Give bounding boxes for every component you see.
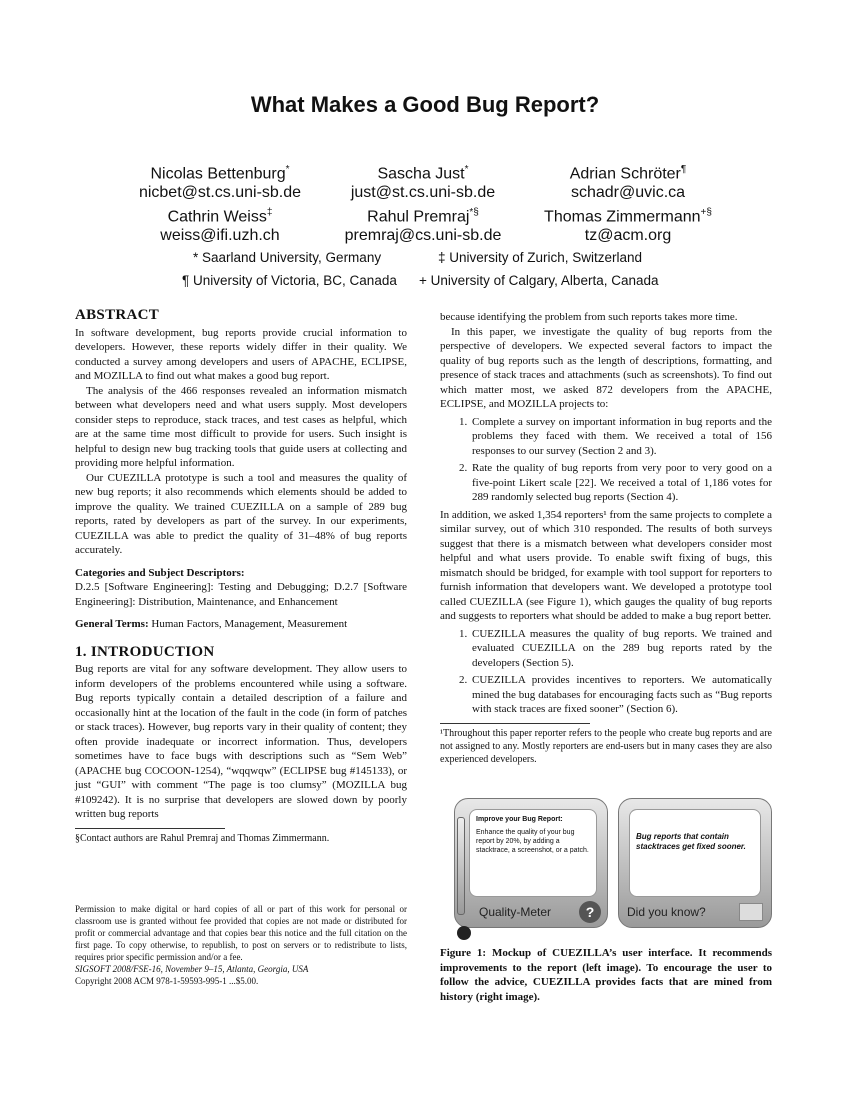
footnote-rule	[75, 828, 225, 829]
question-icon: ?	[579, 901, 601, 923]
did-you-know-panel	[618, 798, 772, 928]
abstract-heading: ABSTRACT	[75, 307, 160, 323]
task-list	[440, 415, 772, 505]
abstract-paragraph: In software development, bug reports provide crucial information to developers. However, these reports widely differ in their quality. We conducted a survey among developers and users of APACHE, ECLIPSE, and MOZILLA to find out what makes a good bug report.	[75, 326, 407, 382]
categories-text: D.2.5 [Software Engineering]: Testing and Debugging; D.2.7 [Software Engineering]: Distribution, Maintenance, and Enhancement	[75, 581, 407, 608]
author-name: Sascha Just	[377, 165, 465, 183]
panel-label: Quality-Meter	[479, 905, 552, 919]
author-email: schadr@uvic.ca	[570, 184, 686, 202]
author-email: nicbet@st.cs.uni-sb.de	[138, 184, 302, 202]
general-terms-text: Human Factors, Management, Measurement	[151, 618, 348, 630]
right-column	[440, 310, 772, 766]
author-block	[508, 160, 748, 202]
list-item: 2. CUEZILLA provides incentives to reporters. We automatically mined the bug databases for encouraging facts such as “Bug reports with stack traces are fixed sooner” (Section 6).	[470, 673, 772, 717]
panel-heading: Improve your Bug Report:	[476, 816, 563, 823]
author-mark: +§	[700, 207, 712, 218]
footnote-rule	[440, 723, 590, 724]
author-name: Thomas Zimmermann	[544, 208, 701, 226]
panel-text: Enhance the quality of your bug report by 20%, by adding a stacktrace, a screenshot, or a patch.	[476, 829, 589, 854]
author-mark: *§	[469, 207, 479, 218]
abstract-paragraph: The analysis of the 466 responses revealed an information mismatch between what developers need and what users supply. Most developers consider steps to reproduce, stack traces, and test cases as helpful, which are at the same time most difficult to provide for users. Such insight is helpful to design new bug tracking tools that guide users at collecting and providing more helpful information.	[75, 384, 407, 469]
author-mark: *	[285, 164, 290, 175]
author-email: tz@acm.org	[584, 227, 672, 245]
categories-heading: Categories and Subject Descriptors:	[75, 566, 245, 579]
body-paragraph: because identifying the problem from such reports takes more time.	[440, 311, 738, 323]
author-block	[303, 160, 543, 202]
figure-caption: Figure 1: Mockup of CUEZILLA’s user interface. It recommends improvements to the report (left image). To encourage the user to follow the advice, CUEZILLA provides facts that are mined from history (right image).	[440, 947, 772, 1003]
copyright-line: Copyright 2008 ACM 978-1-59593-995-1 ...$5.00.	[75, 976, 259, 986]
body-paragraph: In this paper, we investigate the quality of bug reports from the perspective of developers. We expected several factors to impact the quality of bug reports such as the length of descriptions, formatting, and presence of stack traces and attachments (such as screenshots). To find out which matter most, we asked 872 developers from the APACHE, ECLIPSE, and MOZILLA projects to:	[440, 325, 772, 410]
author-email: just@st.cs.uni-sb.de	[350, 184, 496, 202]
quality-meter-panel	[454, 798, 608, 928]
abstract-paragraph: Our CUEZILLA prototype is such a tool and measures the quality of new bug reports; it also recommends which elements should be added to improve the quality. We trained CUEZILLA on a sample of 289 bug reports, rated by developers as part of the survey. In our experiments, CUEZILLA was able to predict the quality of 31–48% of bug reports accurately.	[75, 471, 407, 556]
author-name: Cathrin Weiss	[167, 208, 267, 226]
author-mark: *	[464, 164, 469, 175]
list-item: 2. Rate the quality of bug reports from very poor to very good on a five-point Likert scale [22]. We received a total of 1,186 votes for 289 randomly selected bug reports (Section 4).	[470, 461, 772, 505]
author-name: Adrian Schröter	[569, 165, 681, 183]
paper-title: What Makes a Good Bug Report?	[250, 92, 600, 117]
affiliation: ¶ University of Victoria, BC, Canada	[182, 273, 397, 288]
author-mark: ‡	[266, 207, 273, 218]
footnote-contact: §Contact authors are Rahul Premraj and Thomas Zimmermann.	[75, 832, 330, 844]
author-block	[303, 203, 543, 245]
panel-text: Bug reports that contain stacktraces get fixed sooner.	[636, 832, 746, 851]
thermometer-icon	[457, 817, 465, 915]
introduction-heading: 1. INTRODUCTION	[75, 643, 215, 660]
author-email: premraj@cs.uni-sb.de	[344, 227, 502, 245]
affiliation: * Saarland University, Germany	[193, 250, 382, 265]
author-mark: ¶	[680, 164, 687, 175]
author-name: Rahul Premraj	[367, 208, 470, 226]
permission-block	[75, 903, 407, 987]
conference-line: SIGSOFT 2008/FSE-16, November 9–15, Atlanta, Georgia, USA	[75, 964, 309, 974]
footnote-reporter: ¹Throughout this paper reporter refers to the people who create bug reports and are not assigned to any. Mostly reporters are end-users but in many cases they are also experienced developers.	[440, 727, 772, 765]
author-email: weiss@ifi.uzh.ch	[160, 227, 280, 245]
affiliation: + University of Calgary, Alberta, Canada	[419, 273, 659, 288]
list-item: 1. Complete a survey on important information in bug reports and the problems they faced with them. We received a total of 156 responses to our survey (Section 2 and 3).	[470, 415, 772, 459]
left-column	[75, 308, 407, 845]
panel-label: Did you know?	[627, 905, 706, 919]
screenshot-thumbnail-icon	[739, 903, 763, 921]
author-name: Nicolas Bettenburg	[150, 165, 286, 183]
contribution-list	[440, 627, 772, 717]
affiliation: ‡ University of Zurich, Switzerland	[438, 250, 643, 265]
body-paragraph: In addition, we asked 1,354 reporters¹ from the same projects to complete a similar survey, out of which 310 responded. The results of both surveys suggest that there is a mismatch between what developers consider most helpful and what users provide. To enable swift fixing of bugs, this mismatch should be bridged, for example with tool support for reporters to furnish information that developers want. We developed a prototype tool called CUEZILLA (see Figure 1), which gauges the quality of bug reports and suggests to reporters what should be added to make a bug report better.	[440, 508, 772, 622]
permission-text: Permission to make digital or hard copies of all or part of this work for personal or classroom use is granted without fee provided that copies are not made or distributed for profit or commercial advantage and that copies bear this notice and the full citation on the first page. To copy otherwise, to republish, to post on servers or to redistribute to lists, requires prior specific permission and/or a fee.	[75, 904, 407, 962]
intro-paragraph: Bug reports are vital for any software development. They allow users to inform developers of the problems encountered while using a software. Bug reports typically contain a detailed description of a failure and occasionally hint at the location of the fault in the code (in form of patches or stack traces). However, bug reports vary in their quality of content; they often provide inadequate or incorrect information. Thus, developers sometimes have to face bugs with descriptions such as “Sem Web” (APACHE bug COCOON-1254), “wqqwqw” (ECLIPSE bug #145133), or just “GUI” with comment “The page is too clumsy” (MOZILLA bug #109242). It is no surprise that developers are slowed down by poorly written bug reports	[75, 663, 407, 820]
general-terms-heading: General Terms:	[75, 618, 149, 630]
list-item: 1. CUEZILLA measures the quality of bug reports. We trained and evaluated CUEZILLA on the 289 bug reports rated by the developers (Section 5).	[470, 627, 772, 671]
figure-cuezilla-mockup	[448, 798, 773, 933]
author-block	[508, 203, 748, 245]
